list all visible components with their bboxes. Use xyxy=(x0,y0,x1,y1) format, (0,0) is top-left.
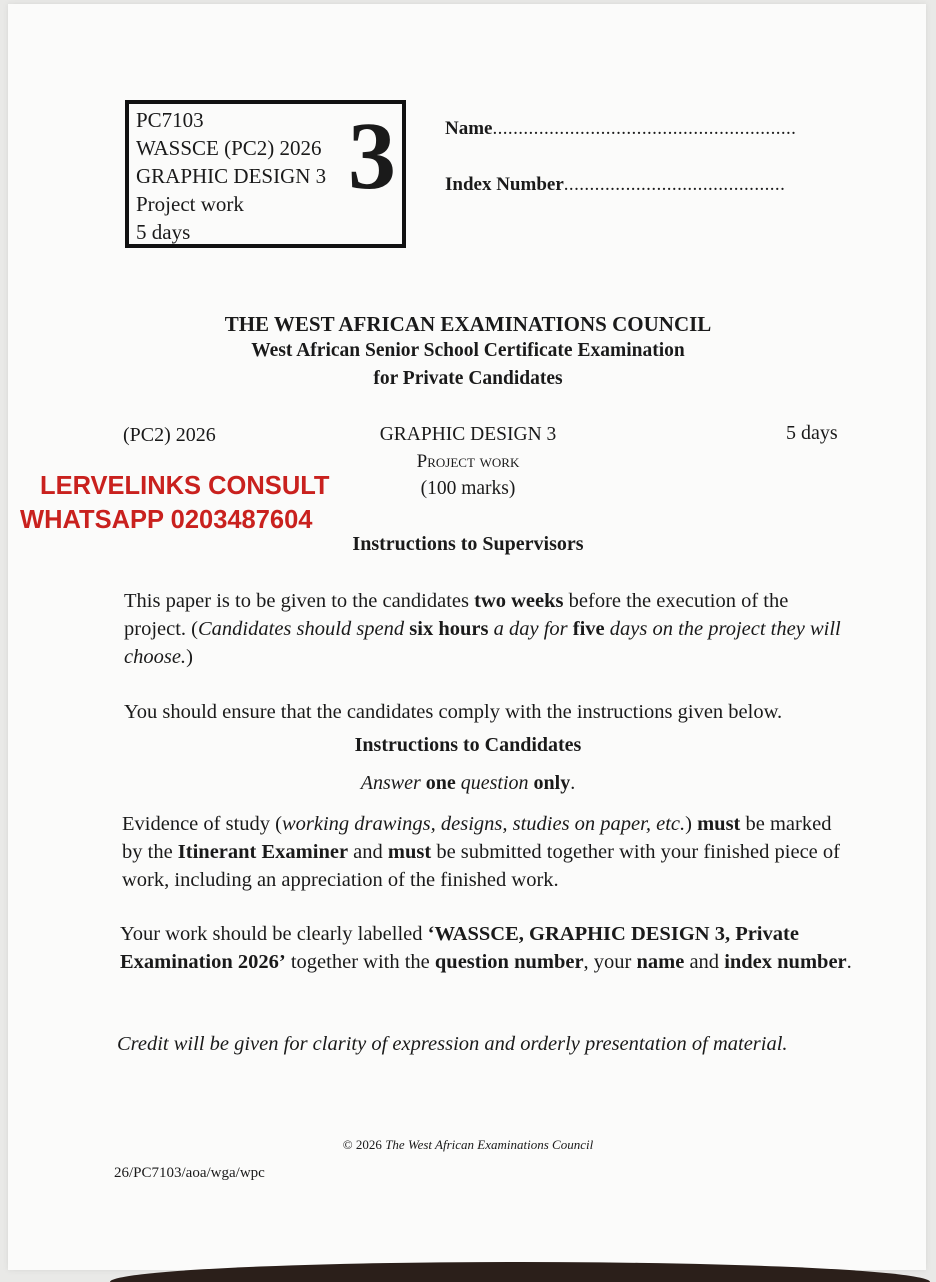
supervisors-paragraph-1 xyxy=(124,587,854,671)
cand-p1-text: be marked by the xyxy=(122,813,832,863)
paper-type: Project work xyxy=(416,451,520,472)
answer-text: . xyxy=(570,772,576,794)
name-label: Name xyxy=(445,118,493,139)
sup-p1-italic: days on the project they will choose. xyxy=(124,618,841,668)
council-title: THE WEST AFRICAN EXAMINATIONS COUNCIL xyxy=(224,312,712,336)
sup-p1-bold: six hours xyxy=(409,618,489,640)
credit-note: Credit will be given for clarity of expression and orderly presentation of material. xyxy=(117,1033,788,1055)
candidates-paragraph-1 xyxy=(122,810,852,894)
cand-p1-text: be submitted together with your finished piece of work, including an appreciation of the finished work. xyxy=(122,841,840,891)
copyright-symbol: © 2026 xyxy=(342,1137,382,1152)
watermark-consult: LERVELINKS CONSULT xyxy=(40,472,330,500)
big-subject-number: 3 xyxy=(348,102,396,209)
cand-p2-bold: index number xyxy=(724,951,847,973)
exam-title: West African Senior School Certificate Examination xyxy=(251,340,685,361)
name-field[interactable] xyxy=(445,118,796,140)
candidates-paragraph-2 xyxy=(120,920,855,976)
index-number-label: Index Number xyxy=(445,174,564,195)
exam-session: (PC2) 2026 xyxy=(123,424,216,446)
watermark-whatsapp: WHATSAPP 0203487604 xyxy=(20,506,313,534)
sup-p1-text: This paper is to be given to the candidates xyxy=(124,590,475,612)
sup-p1-text: ) xyxy=(186,646,193,668)
name-dots: ........................................................... xyxy=(492,118,797,139)
cand-p1-bold: must xyxy=(387,841,432,863)
total-marks: (100 marks) xyxy=(420,478,516,499)
answer-instruction xyxy=(0,772,936,795)
cand-p2-text: and xyxy=(684,951,725,973)
sup-p1-italic: a day for xyxy=(488,618,573,640)
sup-p1-italic: Candidates should spend xyxy=(198,618,410,640)
sup-p1-bold: five xyxy=(572,618,605,640)
candidates-heading: Instructions to Candidates xyxy=(354,734,582,756)
cand-p2-bold: ‘WASSCE, GRAPHIC DESIGN 3, Private Examination 2026’ xyxy=(120,923,799,973)
answer-bold: one xyxy=(425,772,456,794)
code-line-paper-code: PC7103 xyxy=(136,108,204,132)
cand-p2-text: Your work should be clearly labelled xyxy=(120,923,428,945)
code-line-subject: GRAPHIC DESIGN 3 xyxy=(136,164,327,188)
code-line-paper-type: Project work xyxy=(136,192,244,216)
cand-p2-bold: name xyxy=(636,951,685,973)
cand-p2-text: . xyxy=(846,951,852,973)
cand-p1-text: and xyxy=(348,841,388,863)
code-line-duration: 5 days xyxy=(136,220,191,244)
supervisors-heading: Instructions to Supervisors xyxy=(352,533,584,555)
cand-p1-bold: must xyxy=(697,813,741,835)
cand-p1-bold: Itinerant Examiner xyxy=(177,841,349,863)
paper-reference: 26/PC7103/aoa/wga/wpc xyxy=(114,1165,265,1181)
index-number-field[interactable] xyxy=(445,174,785,196)
answer-bold: only xyxy=(533,772,571,794)
code-line-exam: WASSCE (PC2) 2026 xyxy=(136,136,322,160)
cand-p1-text: ) xyxy=(685,813,698,835)
cand-p2-bold: question number xyxy=(434,951,584,973)
exam-duration: 5 days xyxy=(786,422,838,444)
sup-p1-text: before the execution of the project. ( xyxy=(124,590,789,640)
cand-p1-text: Evidence of study ( xyxy=(122,813,282,835)
subject-title: GRAPHIC DESIGN 3 xyxy=(379,424,557,445)
sup-p1-bold: two weeks xyxy=(474,590,564,612)
index-number-dots: ........................................... xyxy=(563,174,786,195)
answer-italic: question xyxy=(455,772,534,794)
copyright-owner: The West African Examinations Council xyxy=(385,1137,594,1152)
candidates-type: for Private Candidates xyxy=(373,368,563,389)
supervisors-paragraph-2: You should ensure that the candidates comply with the instructions given below. xyxy=(124,701,783,723)
cand-p1-italic: working drawings, designs, studies on paper, etc. xyxy=(281,813,686,835)
cand-p2-text: , your xyxy=(583,951,637,973)
answer-italic: Answer xyxy=(360,772,426,794)
copyright-line xyxy=(0,1137,936,1153)
cand-p2-text: together with the xyxy=(285,951,435,973)
code-box-lines xyxy=(136,106,326,246)
